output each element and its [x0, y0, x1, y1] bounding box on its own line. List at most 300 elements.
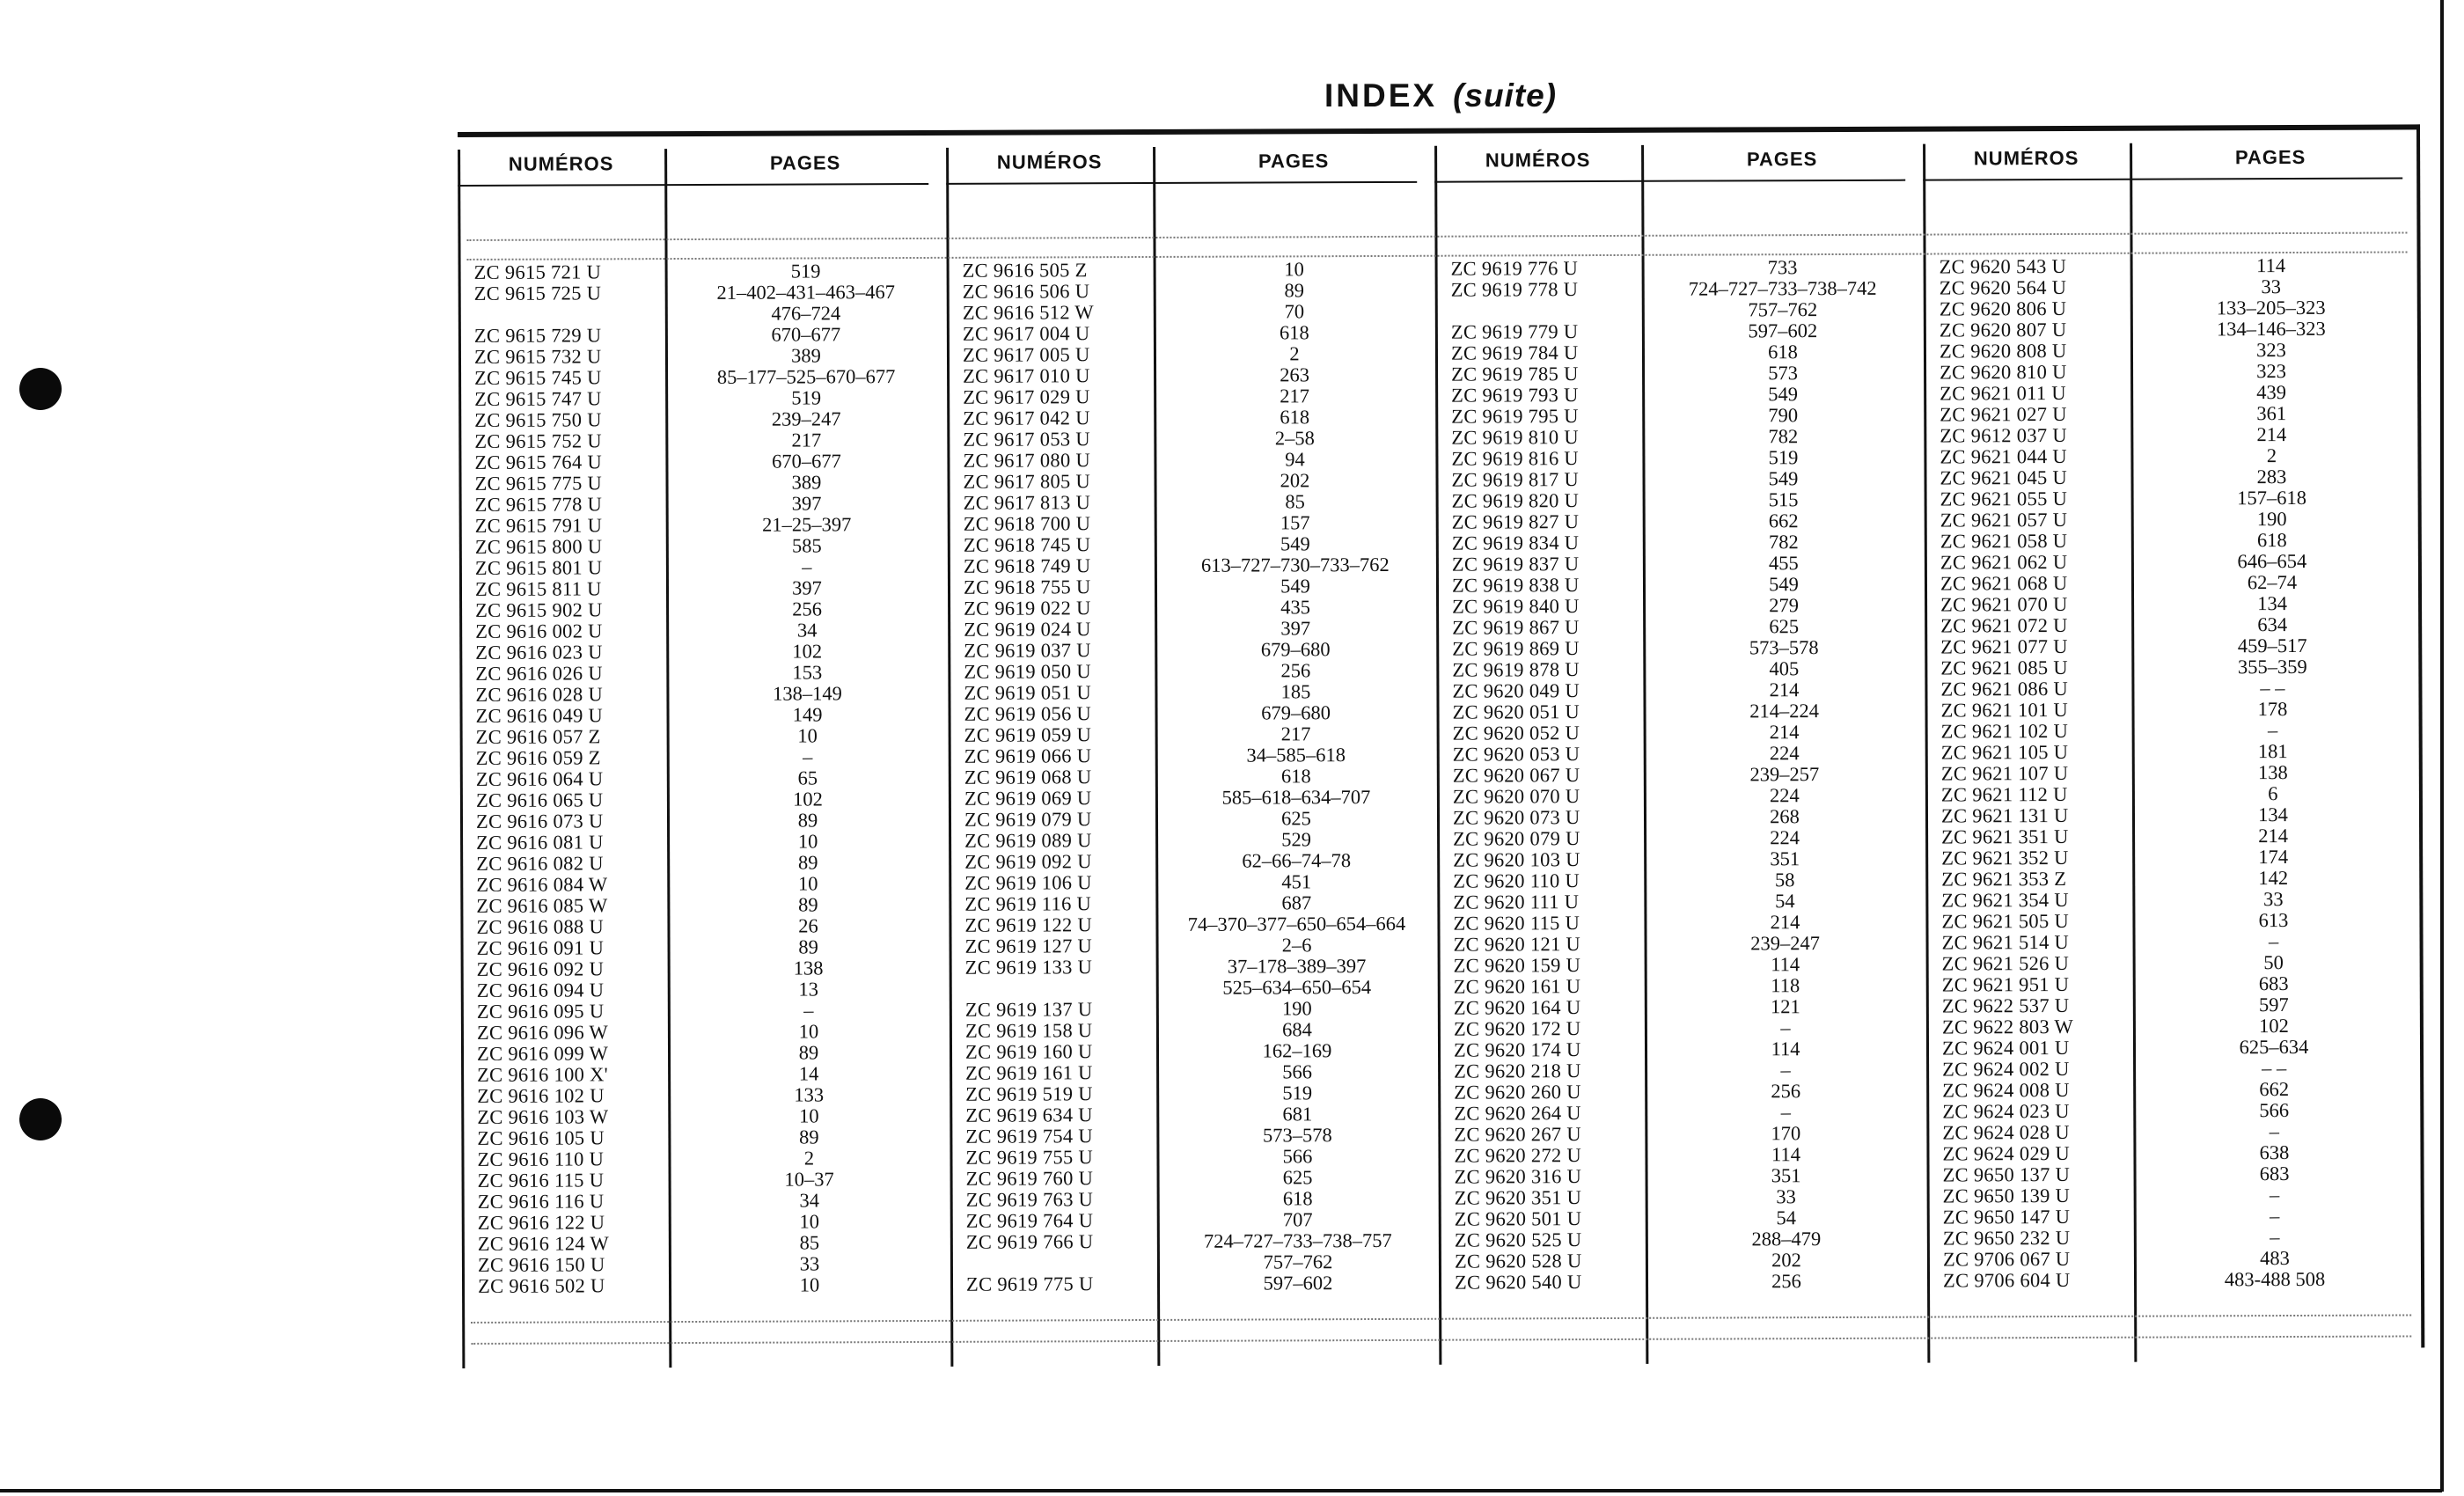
index-number: ZC 9616 115 U — [477, 1169, 605, 1192]
index-pages: 597–602 — [1263, 1272, 1333, 1294]
index-number: ZC 9619 160 U — [964, 1040, 1093, 1063]
index-number: ZC 9619 161 U — [965, 1061, 1093, 1084]
index-number: ZC 9615 750 U — [474, 408, 602, 431]
index-pages: 181 — [2257, 740, 2288, 763]
index-number: ZC 9616 505 Z — [962, 259, 1088, 282]
index-pages: 133–205–323 — [2216, 296, 2326, 319]
index-pages: 89 — [797, 809, 818, 832]
index-pages: 174 — [2258, 846, 2289, 869]
index-pages: 149 — [792, 703, 823, 726]
binder-hole — [19, 368, 62, 410]
index-pages: 33 — [2263, 888, 2284, 911]
index-pages: 455 — [1768, 552, 1799, 575]
index-number: ZC 9620 053 U — [1452, 743, 1580, 766]
index-pages: 618 — [1768, 341, 1798, 363]
index-pages: – – — [2261, 1057, 2287, 1080]
index-number: ZC 9616 082 U — [476, 852, 604, 875]
index-number: ZC 9619 092 U — [964, 850, 1092, 873]
header-numeros: NUMÉROS — [1485, 149, 1591, 172]
index-number: ZC 9621 131 U — [1940, 803, 2069, 827]
index-pages: 138–149 — [773, 682, 842, 705]
index-pages: 405 — [1769, 657, 1800, 680]
index-pages: 2 — [2266, 444, 2277, 467]
index-number: ZC 9619 810 U — [1451, 426, 1579, 449]
index-number: ZC 9624 001 U — [1941, 1036, 2070, 1060]
index-pages: 62–66–74–78 — [1242, 849, 1352, 872]
index-pages: 351 — [1771, 1164, 1801, 1187]
header-underline — [458, 183, 928, 187]
index-number: ZC 9615 721 U — [473, 260, 602, 283]
index-number: ZC 9615 811 U — [474, 577, 602, 600]
index-number: ZC 9619 059 U — [964, 723, 1092, 746]
index-pages: 361 — [2256, 402, 2287, 425]
index-pages: 142 — [2258, 867, 2289, 890]
index-pages: 224 — [1770, 826, 1800, 849]
index-number: ZC 9620 810 U — [1940, 360, 2067, 384]
index-number: ZC 9616 088 U — [476, 915, 605, 938]
index-pages: 625–634 — [2239, 1035, 2309, 1059]
index-pages: 585 — [791, 534, 822, 557]
index-number: ZC 9615 732 U — [473, 345, 602, 368]
index-pages: 58 — [1774, 869, 1795, 891]
index-pages: 21–25–397 — [762, 513, 852, 536]
index-pages: 202 — [1771, 1249, 1801, 1272]
index-number: ZC 9621 072 U — [1940, 613, 2068, 637]
index-number: ZC 9616 095 U — [476, 1000, 605, 1023]
index-pages: 483-488 508 — [2224, 1267, 2326, 1291]
index-pages: 618 — [2256, 529, 2287, 552]
index-number: ZC 9619 878 U — [1452, 658, 1580, 681]
index-number: ZC 9621 102 U — [1940, 719, 2069, 743]
index-pages: 10 — [797, 872, 818, 895]
index-number: ZC 9619 827 U — [1451, 510, 1580, 533]
index-number: ZC 9619 834 U — [1451, 532, 1580, 554]
index-number: ZC 9619 775 U — [965, 1272, 1094, 1295]
index-pages: 50 — [2263, 951, 2284, 974]
index-number: ZC 9619 050 U — [964, 660, 1091, 683]
index-pages: 613 — [2258, 909, 2289, 932]
index-number: ZC 9619 079 U — [964, 808, 1092, 831]
index-pages: 549 — [1768, 383, 1799, 406]
index-pages: 435 — [1280, 596, 1311, 619]
index-number: ZC 9612 037 U — [1940, 423, 2067, 447]
header-numeros: NUMÉROS — [1973, 146, 2079, 170]
index-number: ZC 9617 080 U — [963, 449, 1091, 472]
index-number: ZC 9615 747 U — [474, 387, 602, 410]
header-pages: PAGES — [769, 151, 841, 174]
index-number: ZC 9619 133 U — [964, 956, 1093, 979]
index-pages: 519 — [1282, 1082, 1313, 1104]
index-pages: 138 — [793, 957, 824, 979]
index-pages: 268 — [1770, 805, 1800, 828]
index-pages: 94 — [1285, 448, 1305, 471]
index-number: ZC 9620 115 U — [1453, 912, 1580, 935]
index-pages: 279 — [1769, 594, 1799, 617]
index-number: ZC 9620 564 U — [1939, 275, 2067, 299]
index-number: ZC 9616 073 U — [475, 810, 604, 832]
index-pages: 263 — [1280, 363, 1309, 386]
index-number: ZC 9620 051 U — [1452, 700, 1580, 723]
index-pages: 134–146–323 — [2216, 317, 2326, 341]
index-pages: – — [2269, 1184, 2280, 1206]
index-number: ZC 9619 764 U — [965, 1209, 1094, 1232]
index-pages: – — [1780, 1016, 1791, 1039]
index-number: ZC 9620 272 U — [1454, 1144, 1582, 1167]
index-number: ZC 9620 067 U — [1452, 764, 1580, 787]
index-number: ZC 9616 105 U — [477, 1126, 605, 1149]
table-top-rule — [458, 124, 2420, 137]
index-pages: 684 — [1282, 1018, 1312, 1041]
index-number: ZC 9621 058 U — [1940, 529, 2068, 553]
header-numeros: NUMÉROS — [996, 150, 1103, 173]
index-number: ZC 9616 049 U — [475, 704, 604, 727]
index-pages: 549 — [1280, 532, 1310, 555]
index-number: ZC 9619 817 U — [1451, 468, 1580, 491]
index-number: ZC 9619 056 U — [964, 702, 1092, 725]
index-number: ZC 9617 053 U — [963, 428, 1090, 451]
index-number: ZC 9615 800 U — [474, 535, 603, 558]
index-pages: 14 — [798, 1062, 819, 1085]
index-pages: 679–680 — [1261, 701, 1331, 724]
page-title — [1324, 77, 1557, 114]
column-rule — [458, 150, 465, 1368]
index-pages: – — [2270, 1205, 2280, 1228]
index-number: ZC 9619 024 U — [964, 618, 1091, 641]
index-pages: 597 — [2258, 994, 2289, 1016]
index-number: ZC 9620 806 U — [1939, 297, 2067, 320]
pages-column — [1154, 259, 1440, 1294]
index-pages: 757–762 — [1263, 1250, 1333, 1273]
index-number — [474, 304, 664, 326]
index-pages: 2–6 — [1281, 934, 1312, 957]
index-pages: 34–585–618 — [1246, 744, 1346, 766]
index-pages: 134 — [2258, 803, 2288, 826]
index-number: ZC 9621 112 U — [1940, 782, 2068, 806]
index-number: ZC 9615 745 U — [474, 366, 602, 389]
binder-hole — [19, 1098, 62, 1140]
index-number: ZC 9616 057 Z — [475, 725, 601, 748]
index-pages: 190 — [1281, 997, 1312, 1020]
index-pages: 288–479 — [1751, 1228, 1822, 1250]
index-pages: 74–370–377–650–654–664 — [1187, 912, 1406, 935]
bottom-rule — [0, 1489, 2442, 1492]
index-number: ZC 9619 068 U — [964, 766, 1092, 788]
index-number: ZC 9620 528 U — [1454, 1250, 1582, 1272]
index-pages: 153 — [792, 661, 823, 684]
index-number — [965, 978, 1155, 1000]
index-number: ZC 9619 820 U — [1451, 489, 1580, 512]
index-pages: 10 — [797, 830, 818, 853]
index-number: ZC 9622 537 U — [1941, 994, 2070, 1017]
index-pages: 65 — [797, 766, 818, 789]
index-number: ZC 9616 081 U — [476, 831, 604, 854]
index-pages: 323 — [2256, 360, 2286, 383]
index-number: ZC 9616 002 U — [475, 620, 603, 642]
index-number: ZC 9624 002 U — [1942, 1057, 2070, 1081]
index-number: ZC 9619 795 U — [1451, 405, 1579, 428]
index-number: ZC 9616 096 W — [476, 1021, 609, 1044]
page-edge-rule — [2440, 0, 2444, 1492]
index-number: ZC 9621 070 U — [1940, 592, 2068, 616]
index-number: ZC 9621 077 U — [1940, 634, 2068, 658]
index-pages: 618 — [1282, 1187, 1313, 1210]
index-number: ZC 9619 763 U — [965, 1188, 1094, 1211]
index-number: ZC 9615 775 U — [474, 472, 603, 495]
index-number: ZC 9615 791 U — [474, 514, 603, 537]
index-table — [458, 124, 2424, 1373]
index-number: ZC 9619 816 U — [1451, 447, 1580, 470]
index-number: ZC 9619 838 U — [1451, 574, 1580, 597]
index-pages: 597–602 — [1748, 319, 1818, 342]
index-pages: 102 — [2258, 1015, 2289, 1038]
index-number: ZC 9618 700 U — [963, 512, 1091, 535]
index-number: ZC 9620 316 U — [1454, 1165, 1582, 1188]
index-pages: 2–58 — [1274, 427, 1315, 450]
index-number: ZC 9620 161 U — [1453, 975, 1581, 998]
index-number: ZC 9617 029 U — [963, 385, 1090, 408]
index-pages: 683 — [2258, 972, 2289, 995]
index-number: ZC 9624 008 U — [1942, 1078, 2070, 1102]
index-pages: 707 — [1282, 1208, 1313, 1231]
index-number: ZC 9619 137 U — [964, 998, 1093, 1021]
index-pages: 389 — [791, 344, 821, 367]
index-pages: 214–224 — [1749, 700, 1819, 722]
index-pages: 13 — [798, 978, 819, 1001]
index-number: ZC 9619 760 U — [965, 1167, 1094, 1190]
index-pages: 70 — [1284, 300, 1305, 323]
index-pages: 89 — [1284, 279, 1304, 302]
index-pages: 85 — [1285, 490, 1305, 513]
index-number: ZC 9616 124 W — [477, 1232, 610, 1255]
index-pages: 573 — [1768, 362, 1798, 385]
index-pages: 114 — [1771, 953, 1800, 976]
index-number: ZC 9615 902 U — [475, 598, 603, 621]
index-pages: 566 — [1282, 1060, 1313, 1083]
index-pages: 439 — [2256, 381, 2287, 404]
index-pages: 10 — [797, 724, 818, 747]
index-pages: – – — [2260, 677, 2285, 700]
index-pages: 549 — [1768, 467, 1799, 490]
index-number: ZC 9619 089 U — [964, 829, 1092, 852]
index-number: ZC 9621 107 U — [1940, 761, 2069, 785]
index-pages: 397 — [792, 576, 822, 599]
index-pages: 118 — [1771, 974, 1800, 997]
header-underline — [1434, 180, 1905, 183]
index-number: ZC 9619 069 U — [964, 787, 1092, 810]
index-pages: 54 — [1776, 1206, 1797, 1229]
title-sub: (suite) — [1453, 77, 1558, 114]
index-pages: 89 — [797, 851, 818, 874]
title-main: INDEX — [1324, 77, 1438, 114]
index-number: ZC 9621 352 U — [1941, 846, 2069, 869]
index-pages: 214 — [1769, 678, 1800, 701]
index-pages: 89 — [798, 1041, 819, 1064]
index-pages: 214 — [1770, 911, 1800, 934]
index-pages: 89 — [798, 893, 818, 916]
index-number: ZC 9621 105 U — [1940, 740, 2069, 764]
index-pages: 256 — [1771, 1270, 1801, 1293]
index-pages: 34 — [796, 619, 818, 642]
pages-column — [665, 260, 951, 1296]
index-pages: 54 — [1775, 890, 1795, 913]
index-number: ZC 9619 022 U — [964, 597, 1091, 620]
index-pages: 89 — [799, 1126, 819, 1148]
index-number: ZC 9621 951 U — [1941, 972, 2070, 996]
index-pages: 549 — [1280, 575, 1310, 598]
index-number: ZC 9621 011 U — [1940, 381, 2066, 405]
index-number: ZC 9620 218 U — [1454, 1060, 1581, 1082]
index-number: ZC 9616 506 U — [962, 280, 1090, 303]
pages-column — [1642, 257, 1928, 1293]
index-pages: 724–727–733–738–742 — [1688, 276, 1877, 300]
index-pages: 638 — [2259, 1141, 2290, 1164]
index-number: ZC 9616 150 U — [477, 1253, 605, 1276]
index-pages: 185 — [1280, 680, 1311, 703]
index-number: ZC 9619 037 U — [964, 639, 1091, 662]
index-number: ZC 9620 121 U — [1453, 933, 1581, 956]
index-number: ZC 9624 028 U — [1942, 1120, 2070, 1144]
index-pages: 573–578 — [1749, 636, 1819, 659]
index-pages: 10 — [1284, 258, 1304, 281]
index-number: ZC 9619 127 U — [964, 935, 1093, 957]
index-pages: 239–247 — [771, 407, 841, 430]
index-pages: 256 — [792, 598, 823, 620]
index-number: ZC 9617 005 U — [962, 343, 1090, 366]
index-pages: 573–578 — [1262, 1124, 1332, 1147]
index-number: ZC 9616 023 U — [475, 641, 603, 664]
index-number: ZC 9620 174 U — [1453, 1038, 1581, 1061]
index-pages: 476–724 — [771, 302, 841, 325]
index-pages: 681 — [1282, 1103, 1313, 1126]
index-number: ZC 9706 604 U — [1942, 1268, 2071, 1292]
index-number: ZC 9619 519 U — [965, 1082, 1093, 1105]
index-pages: 6 — [2268, 782, 2278, 805]
header-pages: PAGES — [2234, 145, 2306, 169]
index-pages: 566 — [2259, 1099, 2290, 1122]
index-number: ZC 9620 264 U — [1454, 1102, 1581, 1125]
index-pages: 214 — [1769, 721, 1800, 744]
index-number: ZC 9620 525 U — [1454, 1228, 1582, 1251]
index-number: ZC 9617 805 U — [963, 470, 1091, 493]
index-pages: 34 — [799, 1189, 819, 1212]
index-pages: – — [1780, 1101, 1791, 1124]
index-pages: 114 — [2256, 254, 2286, 277]
index-number: ZC 9616 026 U — [475, 662, 603, 685]
index-pages: 121 — [1770, 995, 1800, 1018]
index-number: ZC 9617 010 U — [963, 364, 1090, 387]
index-number: ZC 9650 147 U — [1942, 1205, 2071, 1228]
index-number: ZC 9621 526 U — [1941, 951, 2070, 975]
index-pages: 162–169 — [1262, 1039, 1332, 1062]
index-number: ZC 9619 158 U — [964, 1019, 1093, 1042]
index-number: ZC 9650 137 U — [1942, 1162, 2071, 1186]
index-pages: 138 — [2257, 761, 2288, 784]
index-number: ZC 9620 110 U — [1453, 869, 1580, 892]
index-number: ZC 9619 779 U — [1450, 320, 1579, 343]
index-pages: 670–677 — [772, 450, 841, 473]
index-number: ZC 9619 754 U — [965, 1125, 1093, 1148]
numeros-column — [1940, 256, 2133, 1292]
index-pages: 351 — [1770, 847, 1800, 870]
index-number: ZC 9616 059 Z — [475, 746, 601, 769]
table-right-rule — [2416, 124, 2424, 1347]
index-number: ZC 9620 807 U — [1939, 318, 2067, 341]
index-number: ZC 9619 755 U — [965, 1146, 1094, 1169]
index-number: ZC 9619 867 U — [1452, 616, 1580, 639]
index-number: ZC 9615 729 U — [473, 324, 602, 347]
index-pages: 10 — [799, 1210, 820, 1233]
index-pages: 239–247 — [1750, 932, 1820, 955]
index-number: ZC 9621 068 U — [1940, 571, 2068, 595]
index-pages: 459–517 — [2237, 634, 2307, 657]
index-number: ZC 9621 354 U — [1941, 888, 2069, 912]
header-underline — [1923, 178, 2402, 181]
index-number: ZC 9619 840 U — [1452, 595, 1580, 618]
index-pages: 134 — [2257, 592, 2287, 615]
index-pages: 679–680 — [1260, 638, 1331, 661]
index-pages: 85–177–525–670–677 — [716, 365, 896, 388]
index-number: ZC 9616 091 U — [476, 936, 605, 959]
index-number: ZC 9619 766 U — [965, 1230, 1094, 1253]
index-pages: 519 — [790, 260, 821, 282]
index-number: ZC 9706 067 U — [1942, 1247, 2071, 1271]
index-number: ZC 9617 042 U — [963, 407, 1090, 429]
index-pages: 355–359 — [2237, 655, 2307, 678]
index-pages: 613–727–730–733–762 — [1200, 553, 1390, 576]
index-pages: 515 — [1768, 488, 1799, 511]
index-pages: 790 — [1768, 404, 1799, 427]
index-pages: 37–178–389–397 — [1227, 955, 1367, 978]
index-number: ZC 9620 808 U — [1939, 339, 2067, 363]
index-pages: 733 — [1767, 256, 1798, 279]
index-number: ZC 9620 159 U — [1453, 954, 1581, 977]
index-number: ZC 9620 267 U — [1454, 1123, 1581, 1146]
index-pages: 724–727–733–738–757 — [1203, 1228, 1392, 1252]
index-pages: 33 — [1776, 1185, 1796, 1208]
index-pages: 483 — [2260, 1247, 2290, 1270]
index-pages: 157 — [1280, 511, 1310, 534]
numeros-column — [474, 261, 668, 1297]
index-pages: 178 — [2257, 698, 2288, 721]
index-number: ZC 9621 045 U — [1940, 466, 2068, 489]
index-number: ZC 9616 116 U — [477, 1190, 605, 1213]
index-pages: 114 — [1771, 1143, 1800, 1166]
numeros-column — [963, 260, 1156, 1295]
index-number: ZC 9620 351 U — [1454, 1186, 1582, 1209]
index-pages: 21–402–431–463–467 — [716, 281, 895, 304]
index-number: ZC 9621 027 U — [1940, 402, 2067, 426]
header-underline — [946, 181, 1417, 185]
index-number: ZC 9622 803 W — [1941, 1015, 2074, 1038]
index-pages: 26 — [798, 914, 818, 937]
index-pages: 618 — [1280, 765, 1311, 788]
index-pages: 397 — [791, 492, 822, 515]
index-pages: 217 — [1280, 722, 1311, 745]
index-pages: 214 — [2258, 825, 2289, 847]
index-number: ZC 9616 084 W — [476, 873, 608, 896]
index-pages: – — [1780, 1059, 1791, 1082]
index-number — [1451, 300, 1640, 322]
index-pages: 782 — [1768, 531, 1799, 554]
index-pages: 2 — [1289, 342, 1300, 365]
index-pages: 157–618 — [2237, 486, 2307, 510]
index-number: ZC 9616 122 U — [477, 1211, 605, 1234]
index-number: ZC 9620 540 U — [1454, 1271, 1582, 1294]
index-number: ZC 9619 785 U — [1451, 363, 1579, 385]
index-number: ZC 9616 064 U — [475, 767, 604, 790]
index-number: ZC 9621 057 U — [1940, 508, 2068, 532]
index-number: ZC 9621 101 U — [1940, 698, 2069, 722]
